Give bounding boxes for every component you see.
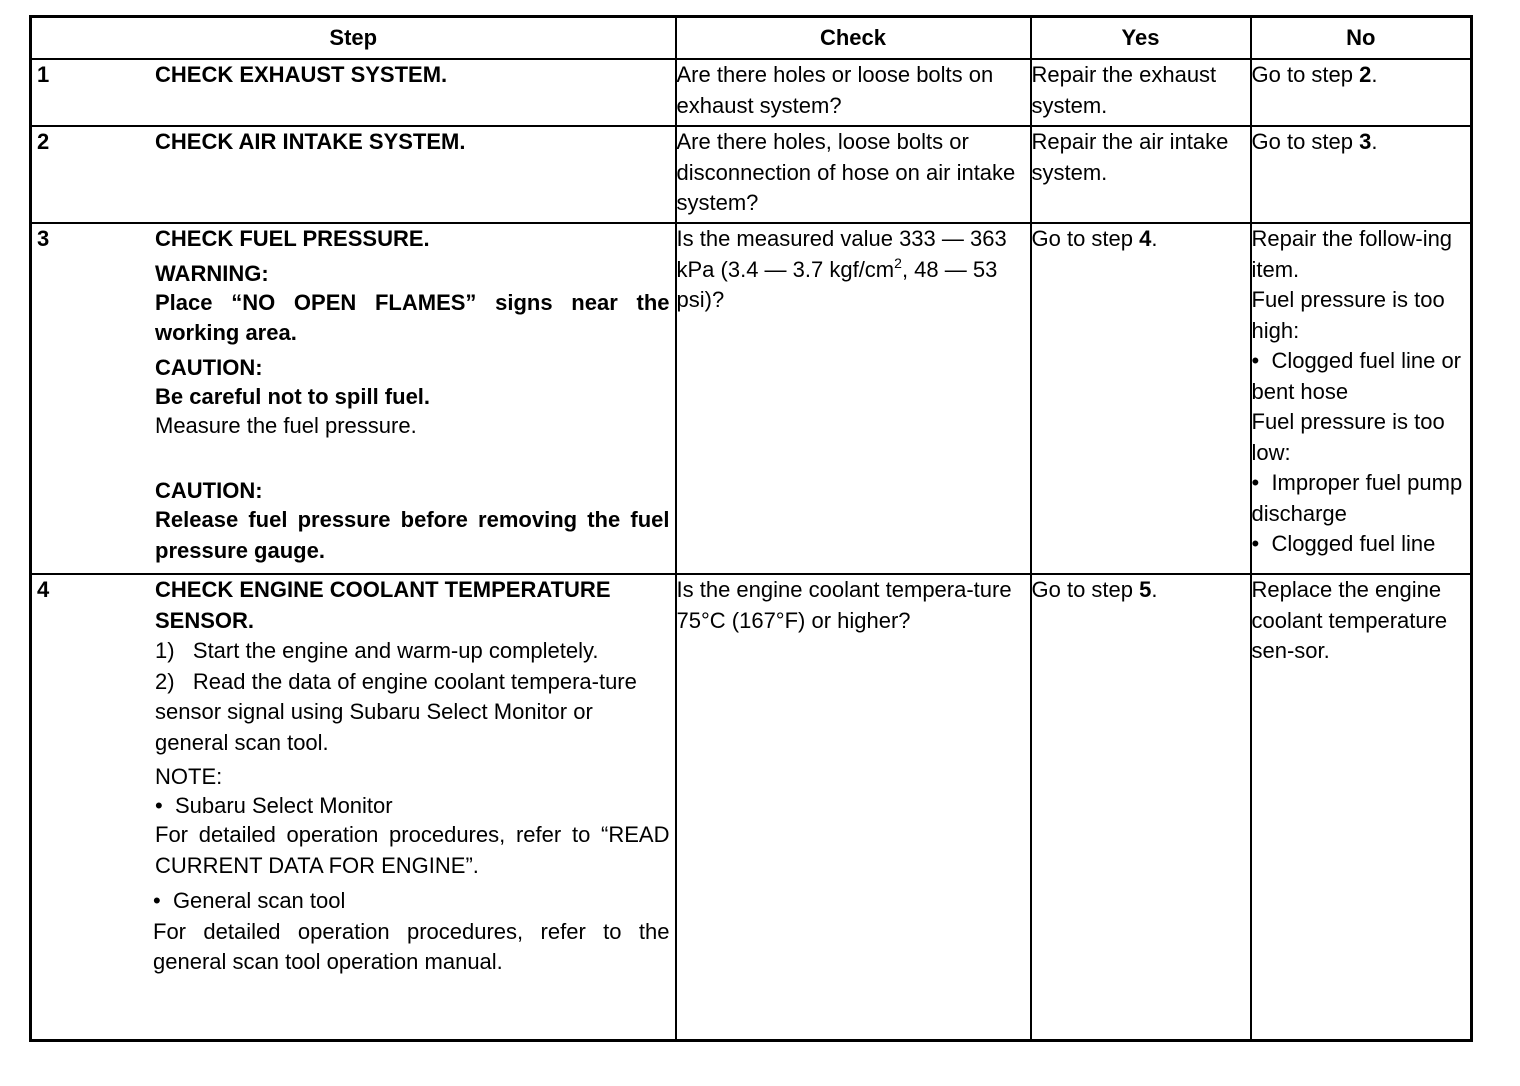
step-cell [31,59,676,126]
table-row [31,126,1472,223]
go-to-step-number: 3 [1359,129,1372,154]
bullet-item: • General scan tool [153,886,670,917]
go-to-step-number: 4 [1139,226,1152,251]
step-number: 1 [37,62,50,87]
step-number: 3 [37,226,50,251]
go-to-text: Go to step [1251,129,1360,154]
bullet-item: • Clogged fuel line [1252,529,1469,560]
check-text: Is the measured value 333 — 363 kPa (3.4 — 3.7 kgf/cm [676,226,1007,282]
go-to-text: Go to step [1031,226,1140,251]
table-row [31,574,1472,1040]
yes-cell: Repair the air intake system. [1031,126,1251,223]
procedure-step: 1) Start the engine and warm-up completely. [155,638,599,663]
step-cell [31,126,676,223]
yes-cell [1031,574,1251,1040]
step-title: CHECK AIR INTAKE SYSTEM. [155,129,466,154]
bullet-item: • Improper fuel pump discharge [1252,468,1469,529]
note-text: For detailed operation procedures, refer to the general scan tool operation manual. [153,918,670,974]
step-number: 2 [37,129,50,154]
superscript: 2 [894,254,902,271]
bullet-item: • Subaru Select Monitor [155,791,670,820]
step-title: CHECK FUEL PRESSURE. [155,226,430,251]
go-to-suffix: . [1151,577,1158,602]
step-number: 4 [37,577,50,602]
step-cell [31,574,676,1040]
condition-label: Fuel pressure is too high: [1251,287,1445,343]
caution-text: Be careful not to spill fuel. [155,383,431,409]
table-row [31,59,1472,126]
caution-label: CAUTION: [155,478,263,503]
no-cell [1251,59,1472,126]
note-text: For detailed operation procedures, refer to “READ CURRENT DATA FOR ENGINE”. [155,822,670,878]
note-label: NOTE: [155,764,223,789]
check-cell: Are there holes, loose bolts or disconnection of hose on air intake system? [676,126,1031,223]
no-intro: Repair the follow-ing item. [1251,226,1453,282]
warning-label: WARNING: [155,260,269,286]
table-header-row [31,17,1472,60]
condition-label: Fuel pressure is too low: [1251,409,1445,465]
procedure-step: 2) Read the data of engine coolant tempera-ture sensor signal using Subaru Select Monitor or general scan tool. [155,668,643,755]
check-cell: Are there holes or loose bolts on exhaust system? [676,59,1031,126]
yes-cell: Repair the exhaust system. [1031,59,1251,126]
header-step: Step [31,17,676,60]
go-to-text: Go to step [1031,577,1140,602]
no-cell [1251,126,1472,223]
go-to-text: Go to step [1251,62,1360,87]
go-to-step-number: 2 [1359,62,1372,87]
yes-cell [1031,223,1251,574]
warning-text: Place “NO OPEN FLAMES” signs near the working area. [155,289,670,345]
check-cell: Is the engine coolant tempera-ture 75°C (167°F) or higher? [676,574,1031,1040]
go-to-suffix: . [1371,62,1378,87]
no-cell: Replace the engine coolant temperature sen-sor. [1251,574,1472,1040]
check-text-continued: , 48 — 53 psi)? [676,256,998,312]
check-cell [676,223,1031,574]
instruction-text: Measure the fuel pressure. [155,412,417,438]
diagnostic-table [29,15,1473,1042]
caution-label: CAUTION: [155,354,263,380]
header-yes: Yes [1031,17,1251,60]
table-row [31,223,1472,574]
go-to-suffix: . [1151,226,1158,251]
header-check: Check [676,17,1031,60]
step-title: CHECK ENGINE COOLANT TEMPERATURE SENSOR. [155,577,611,633]
caution-text: Release fuel pressure before removing the fuel pressure gauge. [155,507,670,563]
step-cell [31,223,676,574]
go-to-suffix: . [1371,129,1378,154]
step-title: CHECK EXHAUST SYSTEM. [155,62,448,87]
bullet-item: • Clogged fuel line or bent hose [1252,346,1469,407]
header-no: No [1251,17,1472,60]
go-to-step-number: 5 [1139,577,1152,602]
no-cell [1251,223,1472,574]
